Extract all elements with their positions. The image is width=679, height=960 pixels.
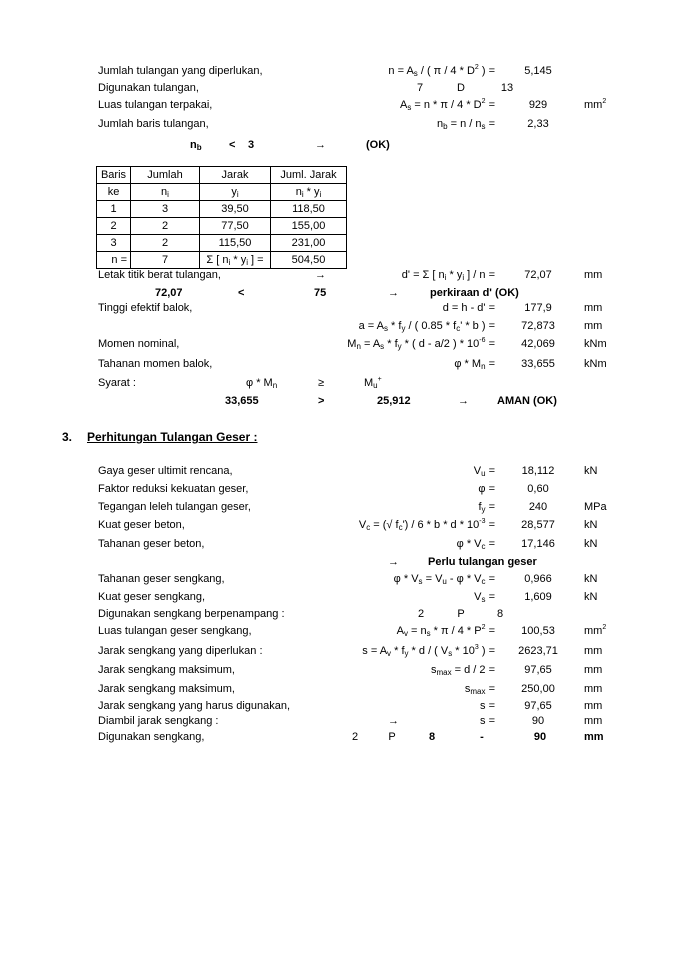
- result-arrow: →: [458, 395, 469, 407]
- formula-text: ) =: [478, 645, 495, 657]
- row-kuat-beton-label: Kuat geser beton,: [98, 519, 185, 531]
- formula-text: mm: [584, 625, 603, 637]
- formula-subscript: max: [470, 687, 486, 696]
- formula-text: = A: [360, 338, 381, 350]
- formula-subscript: s: [407, 103, 412, 112]
- formula-text: φ * V: [393, 573, 419, 585]
- row-diambil-value: 90: [531, 715, 545, 727]
- row-digunakan-label: Digunakan tulangan,: [98, 82, 199, 94]
- formula-text: s: [430, 664, 437, 676]
- row-tahanan-sengkang-label: Tahanan geser sengkang,: [98, 573, 225, 585]
- final-legs: 2: [351, 731, 359, 743]
- final-symbol: P: [388, 731, 396, 743]
- formula-text: = n / n: [447, 118, 482, 130]
- row-baris-value: 2,33: [527, 118, 549, 130]
- row-jarak-maks2-formula: [400, 683, 495, 696]
- formula-text: * y: [446, 269, 463, 281]
- formula-text: y: [231, 185, 237, 198]
- row-jarak-maks2-label: Jarak sengkang maksimum,: [98, 683, 235, 695]
- formula-subscript: v: [387, 649, 392, 658]
- formula-text: * π / 4 * P: [430, 625, 482, 637]
- row-kuat-sengkang-unit: kN: [584, 591, 598, 603]
- check-nb-rhs: 3: [248, 139, 255, 151]
- row-letak-unit: mm: [584, 269, 603, 281]
- table-total-row: [97, 252, 347, 269]
- final-dash: -: [480, 731, 484, 743]
- formula-text: - φ * V: [446, 573, 482, 585]
- formula-text: =: [485, 573, 495, 585]
- row-a-formula: [315, 320, 495, 333]
- row-tahanan-beton-formula: [400, 538, 495, 551]
- row-jarak-maks2-value: 250,00: [521, 683, 555, 695]
- row-diambil-unit: mm: [584, 715, 603, 727]
- formula-subscript: c: [398, 523, 403, 532]
- row-jarak-perlu-value: 2623,71: [518, 645, 558, 657]
- formula-text: = n * π / 4 * D: [411, 99, 482, 111]
- formula-text: V: [473, 465, 482, 477]
- row-gaya-label: Gaya geser ultimit rencana,: [98, 465, 233, 477]
- formula-subscript: s: [481, 122, 486, 131]
- formula-supscript: 2: [481, 624, 486, 631]
- formula-text: a = A: [358, 320, 384, 332]
- row-faktor-label: Faktor reduksi kekuatan geser,: [98, 483, 249, 495]
- header-jumlah: Jumlah: [131, 167, 200, 184]
- stirrup-legs: 2: [417, 608, 425, 620]
- check-nb-op: <: [229, 139, 236, 151]
- row-gaya-value: 18,112: [521, 465, 555, 477]
- row-jarak-harus-value: 97,65: [524, 700, 552, 712]
- formula-text: φ * M: [246, 377, 273, 389]
- table-subheader-row: [97, 184, 347, 201]
- subheader-ke: ke: [97, 184, 131, 201]
- formula-text: =: [485, 465, 495, 477]
- check-d-lhs: 72,07: [155, 287, 183, 299]
- row-baris-label: Jumlah baris tulangan,: [98, 118, 209, 130]
- row-faktor-formula: [400, 483, 495, 496]
- row-luas-formula: [325, 99, 495, 112]
- stirrup-diameter: 8: [496, 608, 504, 620]
- row-momen-formula: [300, 338, 495, 351]
- formula-text: / ( 0.85 * f: [405, 320, 457, 332]
- header-juml-jarak: Juml. Jarak: [271, 167, 347, 184]
- total-n: 7: [131, 252, 200, 269]
- row-jarak-perlu-unit: mm: [584, 645, 603, 657]
- cell-yi: 115,50: [200, 235, 271, 252]
- formula-text: V: [358, 519, 367, 531]
- stirrup-symbol: P: [457, 608, 465, 620]
- formula-supscript: +: [377, 376, 382, 383]
- row-letak-formula: [330, 269, 495, 282]
- table-row: [97, 235, 347, 252]
- formula-text: =: [485, 625, 495, 637]
- formula-subscript: s: [418, 577, 423, 586]
- row-jarak-perlu-formula: [315, 645, 495, 658]
- row-kuat-sengkang-value: 1,609: [524, 591, 552, 603]
- row-tahanan-formula: [380, 358, 495, 371]
- row-luas-unit: [584, 99, 606, 112]
- row-tahanan-sengkang-formula: [330, 573, 495, 586]
- formula-text: n: [190, 139, 197, 151]
- row-letak-label: Letak titik berat tulangan,: [98, 269, 221, 281]
- row-tegangan-unit: MPa: [584, 501, 607, 513]
- formula-text: s = A: [362, 645, 388, 657]
- formula-supscript: -3: [479, 518, 486, 525]
- formula-subscript: c: [456, 324, 461, 333]
- row-luas-sengkang-value: 100,53: [521, 625, 555, 637]
- formula-text: =: [485, 501, 495, 513]
- formula-subscript: s: [426, 629, 431, 638]
- formula-text: s =: [480, 715, 495, 727]
- check-d-result: perkiraan d' (OK): [430, 287, 519, 299]
- cell-yi: 77,50: [200, 218, 271, 235]
- formula-text: mm: [584, 99, 603, 111]
- formula-text: M: [364, 377, 374, 389]
- row-tahanan-sengkang-unit: kN: [584, 573, 598, 585]
- formula-subscript: v: [403, 629, 408, 638]
- check-nb-lhs: [190, 139, 202, 152]
- formula-text: φ * V: [456, 538, 482, 550]
- result-rhs: 25,912: [377, 395, 411, 407]
- subheader-ni: [131, 184, 200, 201]
- row-a-unit: mm: [584, 320, 603, 332]
- syarat-label: Syarat :: [98, 377, 136, 389]
- bar-diameter: 13: [500, 82, 514, 94]
- table-row: [97, 218, 347, 235]
- row-tahanan-beton-unit: kN: [584, 538, 598, 550]
- syarat-op: ≥: [318, 377, 325, 389]
- total-sum-label: [200, 252, 271, 269]
- perlu-text: Perlu tulangan geser: [428, 556, 537, 568]
- formula-subscript: b: [196, 143, 202, 152]
- formula-text: f: [478, 501, 482, 513]
- row-jumlah-value: 5,145: [524, 65, 552, 77]
- row-tinggi-label: Tinggi efektif balok,: [98, 302, 193, 314]
- row-jumlah-label: Jumlah tulangan yang diperlukan,: [98, 65, 263, 77]
- formula-text: = d / 2 =: [451, 664, 495, 676]
- formula-subscript: n: [481, 362, 486, 371]
- row-letak-value: 72,07: [524, 269, 552, 281]
- formula-subscript: i: [319, 189, 322, 199]
- formula-supscript: 2: [481, 98, 486, 105]
- row-jarak-harus-label: Jarak sengkang yang harus digunakan,: [98, 700, 291, 712]
- result-verdict: AMAN (OK): [497, 395, 557, 407]
- formula-text: M: [347, 338, 357, 350]
- formula-supscript: 2: [474, 64, 479, 71]
- formula-subscript: y: [481, 505, 486, 514]
- check-d-op: <: [238, 287, 245, 299]
- table-header-row: [97, 167, 347, 184]
- row-gaya-unit: kN: [584, 465, 598, 477]
- bar-layer-table: [96, 166, 347, 269]
- header-baris: Baris: [97, 167, 131, 184]
- cell-niyi: 118,50: [271, 201, 347, 218]
- result-lhs: 33,655: [225, 395, 259, 407]
- formula-subscript: i: [444, 273, 447, 282]
- row-momen-label: Momen nominal,: [98, 338, 180, 350]
- formula-text: d = h - d' =: [442, 302, 495, 314]
- row-tinggi-unit: mm: [584, 302, 603, 314]
- row-gaya-formula: [400, 465, 495, 478]
- formula-subscript: i: [301, 189, 304, 199]
- formula-text: ) =: [478, 65, 495, 77]
- formula-subscript: s: [448, 649, 453, 658]
- formula-text: n = A: [388, 65, 414, 77]
- formula-subscript: u: [481, 469, 486, 478]
- row-kuat-sengkang-label: Kuat geser sengkang,: [98, 591, 206, 603]
- formula-subscript: max: [436, 668, 452, 677]
- total-sum: 504,50: [271, 252, 347, 269]
- row-jarak-maks1-unit: mm: [584, 664, 603, 676]
- subheader-yi: [200, 184, 271, 201]
- cell-ni: 3: [131, 201, 200, 218]
- formula-text: =: [485, 118, 495, 130]
- row-tegangan-formula: [400, 501, 495, 514]
- cell-niyi: 155,00: [271, 218, 347, 235]
- row-jarak-maks2-unit: mm: [584, 683, 603, 695]
- formula-subscript: u: [442, 577, 447, 586]
- bar-count: 7: [416, 82, 424, 94]
- formula-text: =: [485, 538, 495, 550]
- row-luas-value: 929: [528, 99, 548, 111]
- formula-text: φ * M: [454, 358, 482, 370]
- row-jumlah-formula: [325, 65, 495, 78]
- formula-text: * 10: [452, 645, 475, 657]
- perlu-arrow: →: [388, 556, 399, 568]
- final-diameter: 8: [428, 731, 436, 743]
- row-jarak-harus-unit: mm: [584, 700, 603, 712]
- row-jarak-harus-formula: [400, 700, 495, 713]
- formula-text: =: [485, 358, 495, 370]
- row-tinggi-value: 177,9: [524, 302, 552, 314]
- formula-text: * f: [391, 645, 405, 657]
- row-diambil-label: Diambil jarak sengkang :: [98, 715, 219, 727]
- formula-subscript: c: [366, 523, 371, 532]
- formula-subscript: i: [228, 257, 231, 267]
- row-kuat-beton-value: 28,577: [521, 519, 555, 531]
- formula-text: A: [396, 625, 404, 637]
- formula-subscript: y: [404, 649, 409, 658]
- row-diambil-formula: [440, 715, 495, 728]
- row-kuat-sengkang-formula: [400, 591, 495, 604]
- row-tahanan-value: 33,655: [521, 358, 555, 370]
- formula-text: A: [400, 99, 408, 111]
- formula-text: =: [485, 683, 495, 695]
- check-d-rhs: 75: [314, 287, 327, 299]
- formula-subscript: s: [380, 342, 385, 351]
- row-luas-sengkang-formula: [330, 625, 495, 638]
- formula-supscript: 2: [602, 98, 607, 105]
- bar-symbol: D: [457, 82, 465, 94]
- row-jarak-maks1-label: Jarak sengkang maksimum,: [98, 664, 235, 676]
- formula-subscript: i: [462, 273, 465, 282]
- formula-text: n: [436, 118, 444, 130]
- formula-text: ' * b ) =: [460, 320, 495, 332]
- cell-ke: 2: [97, 218, 131, 235]
- final-label: Digunakan sengkang,: [98, 731, 205, 743]
- row-baris-formula: [325, 118, 495, 131]
- cell-niyi: 231,00: [271, 235, 347, 252]
- syarat-rhs: [364, 377, 382, 390]
- formula-subscript: c: [481, 577, 486, 586]
- row-penampang-label: Digunakan sengkang berpenampang :: [98, 608, 285, 620]
- formula-text: Σ [ n: [206, 253, 229, 266]
- cell-ni: 2: [131, 218, 200, 235]
- formula-subscript: n: [272, 381, 278, 390]
- header-jarak: Jarak: [200, 167, 271, 184]
- formula-text: ] =: [247, 253, 264, 266]
- syarat-lhs: [246, 377, 277, 390]
- formula-supscript: 3: [474, 644, 479, 651]
- table-row: [97, 201, 347, 218]
- formula-text: φ =: [478, 483, 495, 495]
- formula-text: * ( d - a/2 ) * 10: [401, 338, 480, 350]
- total-label: n =: [97, 252, 131, 269]
- formula-subscript: b: [443, 122, 448, 131]
- formula-supscript: 2: [602, 624, 607, 631]
- formula-text: =: [485, 338, 495, 350]
- row-jarak-maks1-value: 97,65: [524, 664, 552, 676]
- formula-text: V: [474, 591, 482, 603]
- row-tahanan-beton-label: Tahanan geser beton,: [98, 538, 205, 550]
- row-jarak-perlu-label: Jarak sengkang yang diperlukan :: [98, 645, 263, 657]
- cell-yi: 39,50: [200, 201, 271, 218]
- final-unit: mm: [584, 731, 604, 743]
- formula-subscript: c: [481, 542, 486, 551]
- check-d-arrow: →: [388, 287, 399, 299]
- formula-subscript: i: [236, 189, 239, 199]
- row-tahanan-unit: kNm: [584, 358, 607, 370]
- final-spacing: 90: [533, 731, 547, 743]
- row-tahanan-sengkang-value: 0,966: [524, 573, 552, 585]
- cell-ke: 1: [97, 201, 131, 218]
- formula-supscript: -6: [479, 337, 486, 344]
- formula-text: = n: [407, 625, 427, 637]
- formula-subscript: i: [167, 189, 169, 199]
- formula-subscript: i: [246, 257, 248, 267]
- row-momen-value: 42,069: [521, 338, 555, 350]
- row-luas-sengkang-unit: [584, 625, 606, 638]
- formula-subscript: u: [373, 381, 378, 390]
- formula-text: * y: [303, 185, 320, 198]
- formula-subscript: y: [397, 342, 402, 351]
- section-title: Perhitungan Tulangan Geser :: [87, 430, 258, 444]
- row-tinggi-formula: [330, 302, 495, 315]
- formula-text: =: [485, 591, 495, 603]
- subheader-niyi: [271, 184, 347, 201]
- formula-text: d' = Σ [ n: [401, 269, 445, 281]
- formula-text: * f: [384, 338, 398, 350]
- formula-subscript: s: [481, 595, 486, 604]
- row-luas-label: Luas tulangan terpakai,: [98, 99, 213, 111]
- row-kuat-beton-formula: [300, 519, 495, 532]
- row-luas-sengkang-label: Luas tulangan geser sengkang,: [98, 625, 252, 637]
- cell-ke: 3: [97, 235, 131, 252]
- formula-subscript: s: [383, 324, 388, 333]
- formula-subscript: n: [356, 342, 361, 351]
- formula-text: = V: [422, 573, 443, 585]
- row-letak-arrow: →: [315, 269, 326, 281]
- row-faktor-value: 0,60: [527, 483, 549, 495]
- row-jarak-maks1-formula: [380, 664, 495, 677]
- row-tahanan-label: Tahanan momen balok,: [98, 358, 213, 370]
- formula-text: * f: [387, 320, 402, 332]
- check-nb-result: (OK): [366, 139, 390, 151]
- formula-subscript: s: [413, 69, 418, 78]
- formula-text: n: [161, 185, 168, 198]
- formula-text: / ( π / 4 * D: [417, 65, 475, 77]
- section-number: 3.: [62, 430, 73, 444]
- row-tahanan-beton-value: 17,146: [521, 538, 555, 550]
- formula-text: s: [464, 683, 471, 695]
- row-kuat-beton-unit: kN: [584, 519, 598, 531]
- formula-text: n: [295, 185, 302, 198]
- row-a-value: 72,873: [521, 320, 555, 332]
- result-op: >: [318, 395, 325, 407]
- row-tegangan-label: Tegangan leleh tulangan geser,: [98, 501, 251, 513]
- row-tegangan-value: 240: [528, 501, 548, 513]
- formula-text: = (√ f: [370, 519, 399, 531]
- formula-subscript: y: [401, 324, 406, 333]
- formula-text: =: [485, 99, 495, 111]
- formula-text: ') / 6 * b * d * 10: [402, 519, 480, 531]
- row-momen-unit: kNm: [584, 338, 607, 350]
- formula-text: ] / n =: [464, 269, 495, 281]
- check-nb-arrow: →: [315, 139, 326, 151]
- formula-text: s =: [480, 700, 495, 712]
- formula-text: =: [485, 519, 495, 531]
- formula-text: * y: [230, 253, 247, 266]
- row-diambil-arrow: →: [388, 715, 399, 727]
- cell-ni: 2: [131, 235, 200, 252]
- formula-text: * d / ( V: [408, 645, 449, 657]
